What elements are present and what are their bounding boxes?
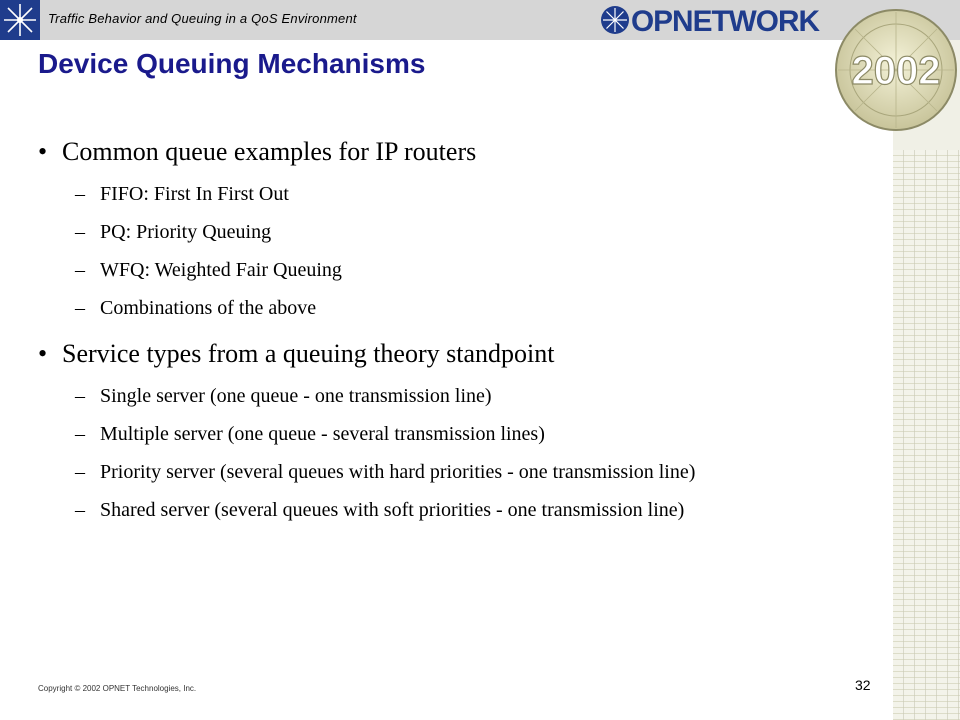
presentation-title: Traffic Behavior and Queuing in a QoS Environment bbox=[48, 11, 357, 26]
sub-item bbox=[38, 498, 868, 522]
sub-item-text: Shared server (several queues with soft priorities - one transmission line) bbox=[100, 499, 685, 521]
sub-item-text: WFQ: Weighted Fair Queuing bbox=[100, 259, 342, 281]
sub-item bbox=[38, 384, 868, 408]
bullet-text: Service types from a queuing theory standpoint bbox=[62, 339, 555, 368]
dash-marker: – bbox=[75, 385, 85, 407]
sub-item bbox=[38, 296, 868, 320]
svg-text:2002: 2002 bbox=[851, 49, 941, 93]
copyright-notice: Copyright © 2002 OPNET Technologies, Inc. bbox=[38, 684, 197, 693]
sub-item-text: FIFO: First In First Out bbox=[100, 183, 289, 205]
bullet-dot: • bbox=[38, 137, 48, 166]
sub-item bbox=[38, 182, 868, 206]
sub-item-text: Priority server (several queues with hard priorities - one transmission line) bbox=[100, 461, 696, 483]
decorative-grid bbox=[893, 150, 960, 720]
sub-item-text: PQ: Priority Queuing bbox=[100, 221, 272, 243]
slide-body bbox=[38, 126, 868, 522]
dash-marker: – bbox=[75, 461, 85, 483]
dash-marker: – bbox=[75, 221, 85, 243]
dash-marker: – bbox=[75, 183, 85, 205]
bullet-item bbox=[38, 136, 868, 168]
page-number: 32 bbox=[855, 677, 871, 693]
slide-title: Device Queuing Mechanisms bbox=[38, 48, 426, 79]
star-icon bbox=[0, 0, 40, 40]
sub-item bbox=[38, 422, 868, 446]
sub-item-text: Combinations of the above bbox=[100, 297, 317, 319]
opnetwork-logo bbox=[598, 3, 828, 37]
sub-item-text: Multiple server (one queue - several transmission lines) bbox=[100, 423, 545, 445]
dash-marker: – bbox=[75, 423, 85, 445]
dash-marker: – bbox=[75, 259, 85, 281]
year-badge bbox=[832, 4, 960, 136]
dash-marker: – bbox=[75, 297, 85, 319]
sub-item-text: Single server (one queue - one transmission line) bbox=[100, 385, 492, 407]
bullet-dot: • bbox=[38, 339, 48, 368]
sub-item bbox=[38, 258, 868, 282]
dash-marker: – bbox=[75, 499, 85, 521]
bullet-item bbox=[38, 338, 868, 370]
bullet-text: Common queue examples for IP routers bbox=[62, 137, 477, 166]
sub-item bbox=[38, 220, 868, 244]
svg-text:OPNETWORK: OPNETWORK bbox=[631, 5, 821, 37]
sub-item bbox=[38, 460, 868, 484]
